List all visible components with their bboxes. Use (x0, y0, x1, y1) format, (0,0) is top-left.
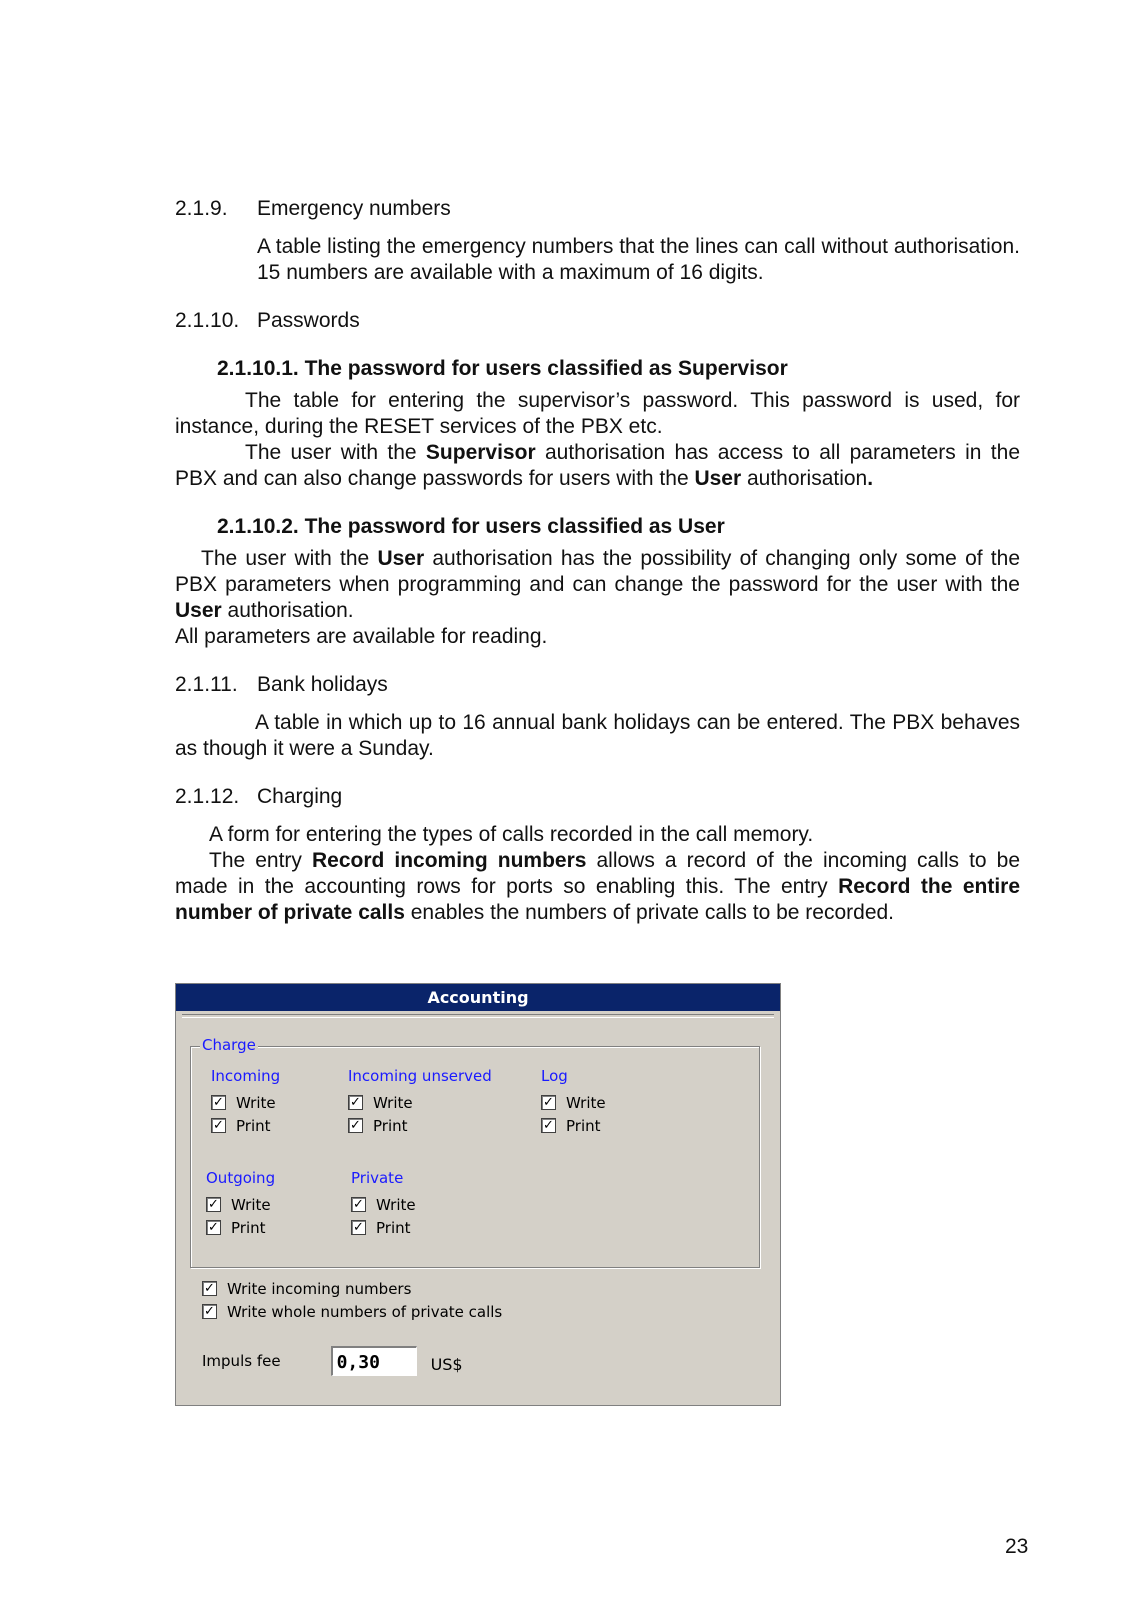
checkbox-checked-icon[interactable]: ✓ (202, 1304, 217, 1319)
section-title: Charging (257, 785, 343, 808)
write-incoming-numbers-checkbox[interactable]: ✓ Write incoming numbers (202, 1277, 502, 1300)
section-2-1-9-heading (175, 196, 1020, 222)
section-number: 2.1.9. (175, 197, 228, 220)
accounting-dialog (175, 983, 781, 1406)
document-body (175, 196, 1020, 926)
log-label: Log (541, 1067, 568, 1085)
supervisor-paragraph-1: The table for entering the supervisor’s password. This password is used, for instance, during the RESET services of the PBX etc. (175, 389, 1020, 438)
incoming-label: Incoming (211, 1067, 281, 1085)
impuls-fee-label: Impuls fee (202, 1352, 281, 1370)
charge-group (190, 1036, 760, 1268)
outgoing-write-checkbox[interactable]: ✓ Write (206, 1193, 275, 1216)
section-2-1-12-heading (175, 784, 1020, 810)
section-title: Bank holidays (257, 673, 388, 696)
user-paragraph-1: The user with the User authorisation has the possibility of changing only some of the PBX parameters when programming and can change the password for the user with the User authorisation. (175, 547, 1020, 622)
user-paragraph-2: All parameters are available for reading. (175, 625, 548, 648)
section-number: 2.1.12. (175, 785, 240, 808)
dialog-title: Accounting (176, 984, 780, 1011)
checkbox-checked-icon[interactable]: ✓ (348, 1118, 363, 1133)
private-label: Private (351, 1169, 404, 1187)
currency-label: US$ (430, 1354, 463, 1374)
incoming-unserved-column (348, 1067, 492, 1137)
section-number: 2.1.10. (175, 309, 240, 332)
section-title: Emergency numbers (257, 197, 451, 220)
checkbox-checked-icon[interactable]: ✓ (206, 1197, 221, 1212)
bottom-options (202, 1277, 502, 1323)
outgoing-print-checkbox[interactable]: ✓ Print (206, 1216, 275, 1239)
checkbox-checked-icon[interactable]: ✓ (541, 1095, 556, 1110)
outgoing-column (206, 1169, 275, 1239)
write-whole-private-checkbox[interactable]: ✓ Write whole numbers of private calls (202, 1300, 502, 1323)
private-print-checkbox[interactable]: ✓ Print (351, 1216, 416, 1239)
incoming-print-checkbox[interactable]: ✓ Print (211, 1114, 280, 1137)
impuls-fee-input[interactable]: 0,30 (331, 1346, 417, 1376)
subsection-2-1-10-1-heading: 2.1.10.1. The password for users classified as Supervisor (217, 357, 788, 380)
charging-paragraph-1: A form for entering the types of calls recorded in the call memory. (209, 823, 814, 846)
outgoing-label: Outgoing (206, 1169, 276, 1187)
incoming-unserved-print-checkbox[interactable]: ✓ Print (348, 1114, 492, 1137)
title-separator (182, 1014, 774, 1018)
checkbox-checked-icon[interactable]: ✓ (211, 1095, 226, 1110)
checkbox-checked-icon[interactable]: ✓ (348, 1095, 363, 1110)
incoming-write-checkbox[interactable]: ✓ Write (211, 1091, 280, 1114)
section-2-1-10-heading (175, 308, 1020, 334)
log-print-checkbox[interactable]: ✓ Print (541, 1114, 606, 1137)
private-write-checkbox[interactable]: ✓ Write (351, 1193, 416, 1216)
charging-paragraph-2: The entry Record incoming numbers allows a record of the incoming calls to be made in the accounting rows for ports so enabling this. The entry Record the entire number of private calls enables the numbers of private calls to be recorded. (175, 849, 1021, 924)
charge-group-label: Charge (202, 1036, 256, 1054)
incoming-column (211, 1067, 280, 1137)
section-2-1-9-text: A table listing the emergency numbers that the lines can call without authorisation. 15 numbers are available with a maximum of 16 digits. (257, 235, 1020, 284)
section-title: Passwords (257, 309, 360, 332)
page-number: 23 (1005, 1535, 1029, 1558)
section-2-1-11-text: A table in which up to 16 annual bank holidays can be entered. The PBX behaves as though it were a Sunday. (175, 711, 1020, 760)
checkbox-checked-icon[interactable]: ✓ (541, 1118, 556, 1133)
log-column (541, 1067, 606, 1137)
incoming-unserved-label: Incoming unserved (348, 1067, 492, 1085)
incoming-unserved-write-checkbox[interactable]: ✓ Write (348, 1091, 492, 1114)
log-write-checkbox[interactable]: ✓ Write (541, 1091, 606, 1114)
checkbox-checked-icon[interactable]: ✓ (202, 1281, 217, 1296)
section-2-1-11-heading (175, 672, 1020, 698)
checkbox-checked-icon[interactable]: ✓ (351, 1197, 366, 1212)
supervisor-paragraph-2: The user with the Supervisor authorisation has access to all parameters in the PBX and can also change passwords for users with the User authorisation. (175, 441, 1020, 490)
checkbox-checked-icon[interactable]: ✓ (206, 1220, 221, 1235)
checkbox-checked-icon[interactable]: ✓ (211, 1118, 226, 1133)
section-number: 2.1.11. (175, 673, 238, 696)
impuls-fee-row (202, 1346, 463, 1376)
subsection-2-1-10-2-heading: 2.1.10.2. The password for users classified as User (217, 515, 725, 538)
private-column (351, 1169, 416, 1239)
checkbox-checked-icon[interactable]: ✓ (351, 1220, 366, 1235)
